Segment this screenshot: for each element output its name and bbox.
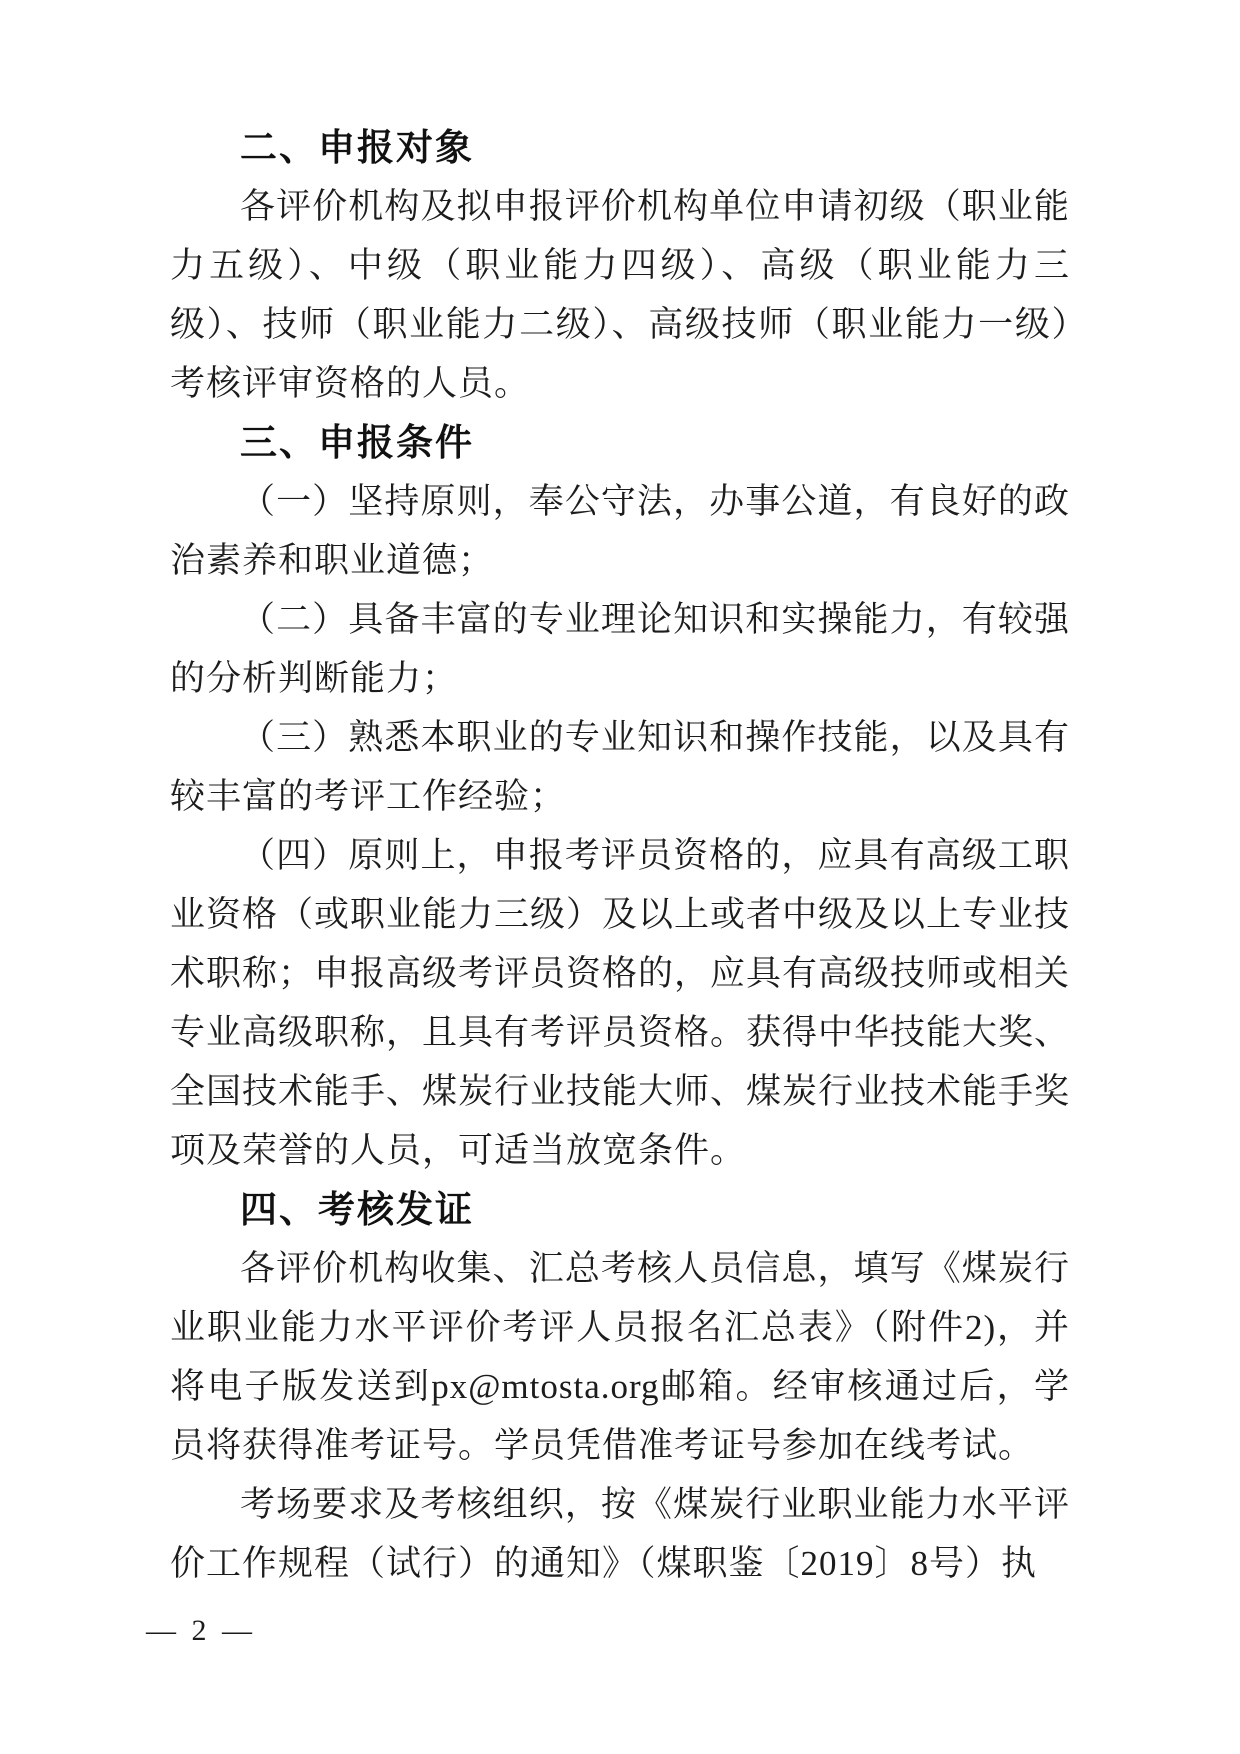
paragraph-condition-4: （四）原则上，申报考评员资格的，应具有高级工职业资格（或职业能力三级）及以上或者中级及以上专业技术职称；申报高级考评员资格的，应具有高级技师或相关专业高级职称，且具有考评员资格。获得中华技能大奖、全国技术能手、煤炭行业技能大师、煤炭行业技术能手奖项及荣誉的人员，可适当放宽条件。 [170,836,1071,1170]
paragraph-registration-summary: 各评价机构收集、汇总考核人员信息，填写《煤炭行业职业能力水平评价考评人员报名汇总表》（附件2)，并将电子版发送到px@mtosta.org邮箱。经审核通过后，学员将获得准考证号。学员凭借准考证号参加在线考试。 [170,1249,1070,1465]
paragraph-condition-2: （二）具备丰富的专业理论知识和实操能力，有较强的分析判断能力； [170,600,1070,698]
section-heading-assessment-certification: 四、考核发证 [240,1189,474,1230]
section-heading-declaration-conditions: 三、申报条件 [240,422,474,463]
paragraph-exam-organization: 考场要求及考核组织，按《煤炭行业职业能力水平评价工作规程（试行）的通知》（煤职鉴〔2019〕8号）执 [170,1485,1070,1583]
paragraph-condition-3: （三）熟悉本职业的专业知识和操作技能，以及具有较丰富的考评工作经验； [170,718,1070,816]
paragraph-condition-1: （一）坚持原则，奉公守法，办事公道，有良好的政治素养和职业道德； [170,482,1070,580]
section-heading-declaration-targets: 二、申报对象 [240,127,474,168]
paragraph-declaration-targets: 各评价机构及拟申报评价机构单位申请初级（职业能力五级）、中级（职业能力四级）、高级（职业能力三级）、技师（职业能力二级）、高级技师（职业能力一级）考核评审资格的人员。 [170,187,1070,403]
page-number: — 2 — [146,1614,256,1647]
document-body [170,118,1070,1593]
